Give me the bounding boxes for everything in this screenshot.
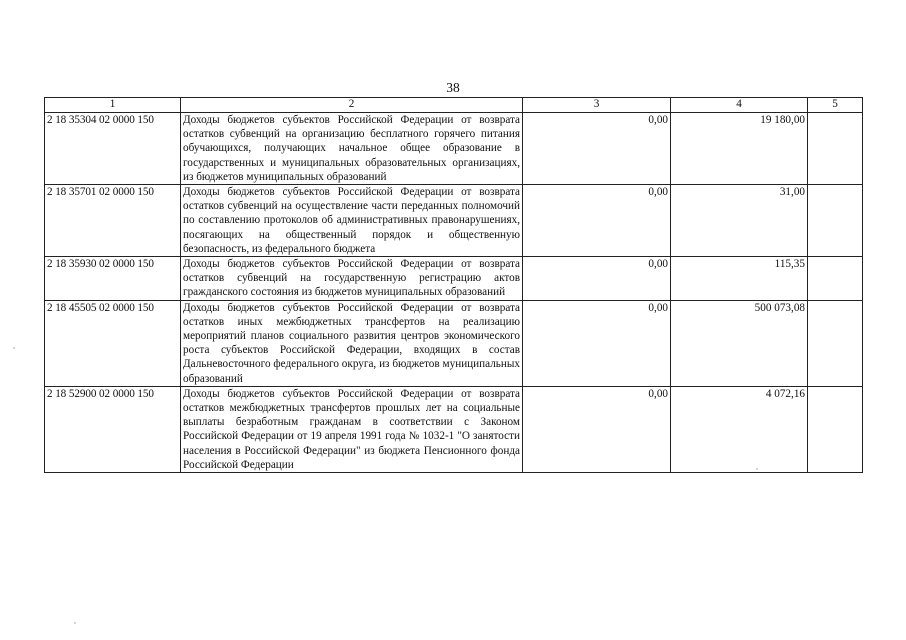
table-header-row [45, 98, 863, 113]
row-code: 2 18 35930 02 0000 150 [45, 257, 181, 301]
scan-speck [74, 622, 76, 624]
scan-speck [13, 347, 15, 349]
row-col3-value: 0,00 [523, 185, 671, 257]
row-col5-value [808, 113, 863, 185]
row-code: 2 18 35701 02 0000 150 [45, 185, 181, 257]
table-row [45, 257, 863, 301]
scan-speck [756, 468, 758, 470]
row-col4-value: 19 180,00 [671, 113, 808, 185]
table-row [45, 113, 863, 185]
row-col3-value: 0,00 [523, 386, 671, 472]
row-col5-value [808, 386, 863, 472]
column-header-3: 3 [523, 98, 671, 113]
row-col3-value: 0,00 [523, 300, 671, 386]
column-header-1: 1 [45, 98, 181, 113]
table-row [45, 386, 863, 472]
row-code: 2 18 52900 02 0000 150 [45, 386, 181, 472]
row-description: Доходы бюджетов субъектов Российской Федерации от возврата остатков субвенций на организацию бесплатного горячего питания обучающихся, получающих начальное общее образование в государственных и муниципальных образовательных организациях, из бюджетов муниципальных образований [181, 113, 523, 185]
row-code: 2 18 45505 02 0000 150 [45, 300, 181, 386]
row-description: Доходы бюджетов субъектов Российской Федерации от возврата остатков субвенций на государственную регистрацию актов гражданского состояния из бюджетов муниципальных образований [181, 257, 523, 301]
row-col4-value: 115,35 [671, 257, 808, 301]
row-description: Доходы бюджетов субъектов Российской Федерации от возврата остатков иных межбюджетных трансфертов на реализацию мероприятий планов социального развития центров экономического роста субъектов Российской Федерации, входящих в состав Дальневосточного федерального округа, из бюджетов муниципальных образований [181, 300, 523, 386]
row-col5-value [808, 185, 863, 257]
row-col5-value [808, 300, 863, 386]
column-header-5: 5 [808, 98, 863, 113]
row-col3-value: 0,00 [523, 113, 671, 185]
row-description: Доходы бюджетов субъектов Российской Федерации от возврата остатков межбюджетных трансфертов прошлых лет на социальные выплаты безработным гражданам в соответствии с Законом Российской Федерации от 19 апреля 1991 года № 1032-1 "О занятости населения в Российской Федерации" из бюджета Пенсионного фонда Российской Федерации [181, 386, 523, 472]
column-header-4: 4 [671, 98, 808, 113]
table-row [45, 300, 863, 386]
row-col4-value: 500 073,08 [671, 300, 808, 386]
revenue-table [44, 97, 863, 473]
column-header-2: 2 [181, 98, 523, 113]
row-col4-value: 31,00 [671, 185, 808, 257]
row-col4-value: 4 072,16 [671, 386, 808, 472]
row-col5-value [808, 257, 863, 301]
row-col3-value: 0,00 [523, 257, 671, 301]
row-description: Доходы бюджетов субъектов Российской Федерации от возврата остатков субвенций на осуществление части переданных полномочий по составлению протоколов об административных правонарушениях, посягающих на общественный порядок и общественную безопасность, из федерального бюджета [181, 185, 523, 257]
page-number: 38 [446, 80, 460, 95]
row-code: 2 18 35304 02 0000 150 [45, 113, 181, 185]
table-row [45, 185, 863, 257]
